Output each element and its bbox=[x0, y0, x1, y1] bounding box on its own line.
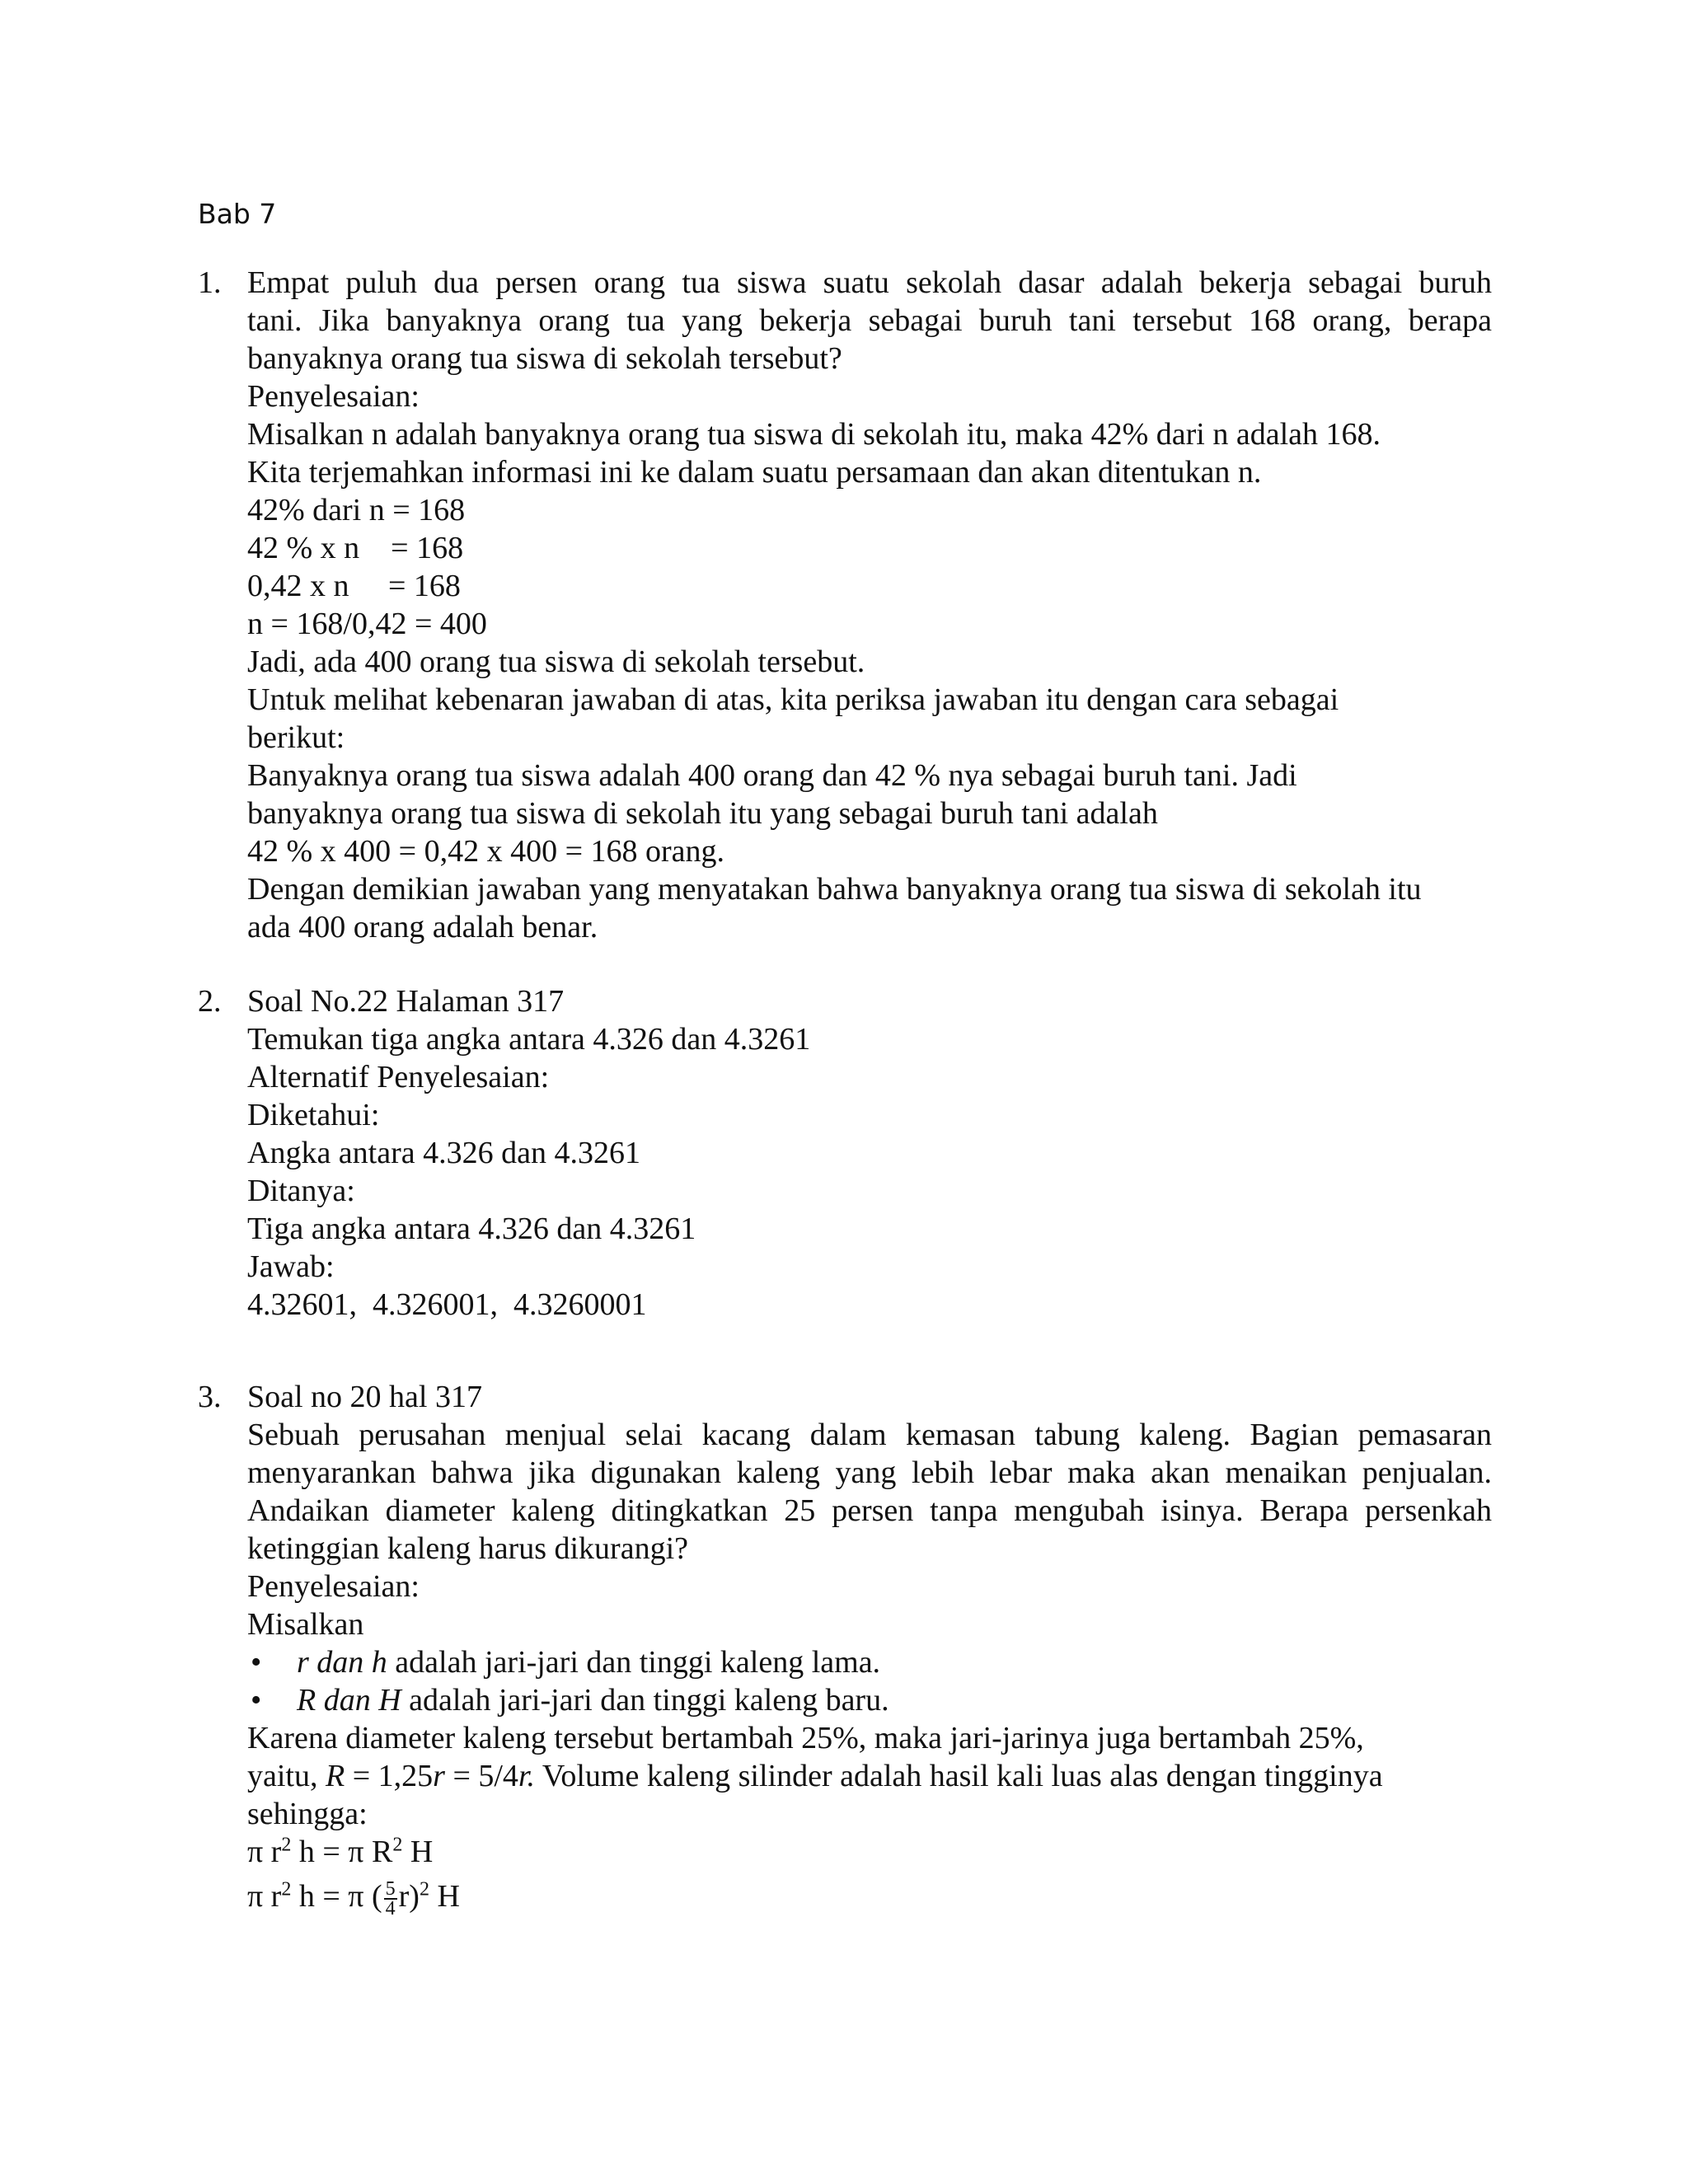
var-R: R bbox=[325, 1759, 345, 1793]
text-line: Angka antara 4.326 dan 4.3261 bbox=[247, 1136, 640, 1170]
text-line: Temukan tiga angka antara 4.326 dan 4.3261 bbox=[247, 1022, 811, 1057]
exponent: 2 bbox=[281, 1834, 292, 1856]
eq-part: h = π R bbox=[291, 1835, 393, 1869]
text-line: Ditanya: bbox=[247, 1174, 355, 1208]
eq-part: h = π ( bbox=[291, 1879, 382, 1914]
exponent: 2 bbox=[419, 1878, 429, 1900]
exponent: 2 bbox=[392, 1834, 403, 1856]
eq-part: r) bbox=[398, 1879, 420, 1914]
text-line: Sebuah perusahan menjual selai kacang dalam kemasan tabung kaleng. Bagian pemasaran bbox=[247, 1418, 1492, 1452]
equation-line: 42 % x 400 = 0,42 x 400 = 168 orang. bbox=[247, 834, 725, 869]
text-line: ada 400 orang adalah benar. bbox=[247, 910, 598, 944]
text-line: Banyaknya orang tua siswa adalah 400 orang dan 42 % nya sebagai buruh tani. Jadi bbox=[247, 758, 1297, 793]
equation-line bbox=[247, 1833, 1492, 1871]
text-line bbox=[247, 1757, 1492, 1795]
eq-part: π r bbox=[247, 1835, 282, 1869]
text-line: Kita terjemahkan informasi ini ke dalam suatu persamaan dan akan ditentukan n. bbox=[247, 455, 1262, 490]
bullet-text: adalah jari-jari dan tinggi kaleng baru. bbox=[401, 1683, 889, 1718]
bullet-icon: • bbox=[251, 1645, 262, 1680]
text-line: Penyelesaian: bbox=[247, 1569, 420, 1604]
eq-part: π r bbox=[247, 1879, 282, 1914]
text-line: Penyelesaian: bbox=[247, 379, 420, 414]
text-line: menyarankan bahwa jika digunakan kaleng yang lebih lebar maka akan menaikan penjualan. bbox=[247, 1455, 1492, 1490]
text-fragment: = 1,25 bbox=[345, 1759, 434, 1793]
equation-line: n = 168/0,42 = 400 bbox=[247, 607, 487, 641]
text-line: Misalkan bbox=[247, 1607, 364, 1642]
text-line: Alternatif Penyelesaian: bbox=[247, 1060, 550, 1094]
text-line: Diketahui: bbox=[247, 1098, 380, 1132]
bullet-italic: r dan h bbox=[297, 1645, 387, 1680]
fraction-denominator: 4 bbox=[385, 1898, 396, 1920]
text-fragment: yaitu, bbox=[247, 1759, 326, 1793]
text-line: ketinggian kaleng harus dikurangi? bbox=[247, 1531, 689, 1566]
bullet-item bbox=[247, 1643, 1492, 1681]
text-line: Soal no 20 hal 317 bbox=[247, 1380, 482, 1414]
problem-body bbox=[247, 1378, 1492, 1918]
text-fragment: = 5/4 bbox=[444, 1759, 518, 1793]
text-line: berikut: bbox=[247, 720, 345, 755]
problem-number: 2. bbox=[198, 984, 222, 1019]
equation-line: 0,42 x n = 168 bbox=[247, 569, 461, 603]
eq-part: H bbox=[429, 1879, 460, 1914]
text-line: Soal No.22 Halaman 317 bbox=[247, 984, 565, 1019]
text-line: banyaknya orang tua siswa di sekolah itu yang sebagai buruh tani adalah bbox=[247, 796, 1158, 831]
problem-body bbox=[247, 264, 1492, 946]
text-line: Untuk melihat kebenaran jawaban di atas, kita periksa jawaban itu dengan cara sebagai bbox=[247, 682, 1339, 717]
var-r: r bbox=[433, 1759, 445, 1793]
problem-body bbox=[247, 982, 1492, 1324]
problem-number: 3. bbox=[198, 1380, 222, 1414]
bullet-icon: • bbox=[251, 1683, 262, 1718]
equation-line: 42% dari n = 168 bbox=[247, 493, 466, 527]
answer-line: 4.32601, 4.326001, 4.3260001 bbox=[247, 1287, 647, 1322]
text-line: Jadi, ada 400 orang tua siswa di sekolah tersebut. bbox=[247, 644, 865, 679]
equation-line: 42 % x n = 168 bbox=[247, 531, 464, 565]
text-line: Karena diameter kaleng tersebut bertambah 25%, maka jari-jarinya juga bertambah 25%, bbox=[247, 1721, 1364, 1755]
text-line: tani. Jika banyaknya orang tua yang bekerja sebagai buruh tani tersebut 168 orang, berapa bbox=[247, 303, 1492, 338]
bullet-italic: R dan H bbox=[297, 1683, 401, 1718]
fraction bbox=[384, 1880, 397, 1918]
text-line: Misalkan n adalah banyaknya orang tua siswa di sekolah itu, maka 42% dari n adalah 168. bbox=[247, 417, 1381, 452]
text-line: Tiga angka antara 4.326 dan 4.3261 bbox=[247, 1212, 696, 1246]
problem-number: 1. bbox=[198, 265, 222, 300]
text-line: Empat puluh dua persen orang tua siswa suatu sekolah dasar adalah bekerja sebagai buruh bbox=[247, 265, 1492, 300]
text-line: Dengan demikian jawaban yang menyatakan bahwa banyaknya orang tua siswa di sekolah itu bbox=[247, 872, 1422, 907]
exponent: 2 bbox=[281, 1878, 292, 1900]
text-fragment: Volume kaleng silinder adalah hasil kali luas alas dengan tingginya bbox=[535, 1759, 1383, 1793]
bullet-item bbox=[247, 1681, 1492, 1719]
text-line: Jawab: bbox=[247, 1249, 335, 1284]
chapter-title: Bab 7 bbox=[198, 198, 277, 230]
text-line: sehingga: bbox=[247, 1797, 368, 1831]
equation-line bbox=[247, 1877, 1492, 1918]
bullet-text: adalah jari-jari dan tinggi kaleng lama. bbox=[387, 1645, 881, 1680]
text-line: banyaknya orang tua siswa di sekolah tersebut? bbox=[247, 341, 842, 376]
eq-part: H bbox=[402, 1835, 434, 1869]
fraction-numerator: 5 bbox=[385, 1878, 396, 1900]
var-r: r. bbox=[518, 1759, 536, 1793]
text-line: Andaikan diameter kaleng ditingkatkan 25 persen tanpa mengubah isinya. Berapa persenkah bbox=[247, 1493, 1492, 1528]
